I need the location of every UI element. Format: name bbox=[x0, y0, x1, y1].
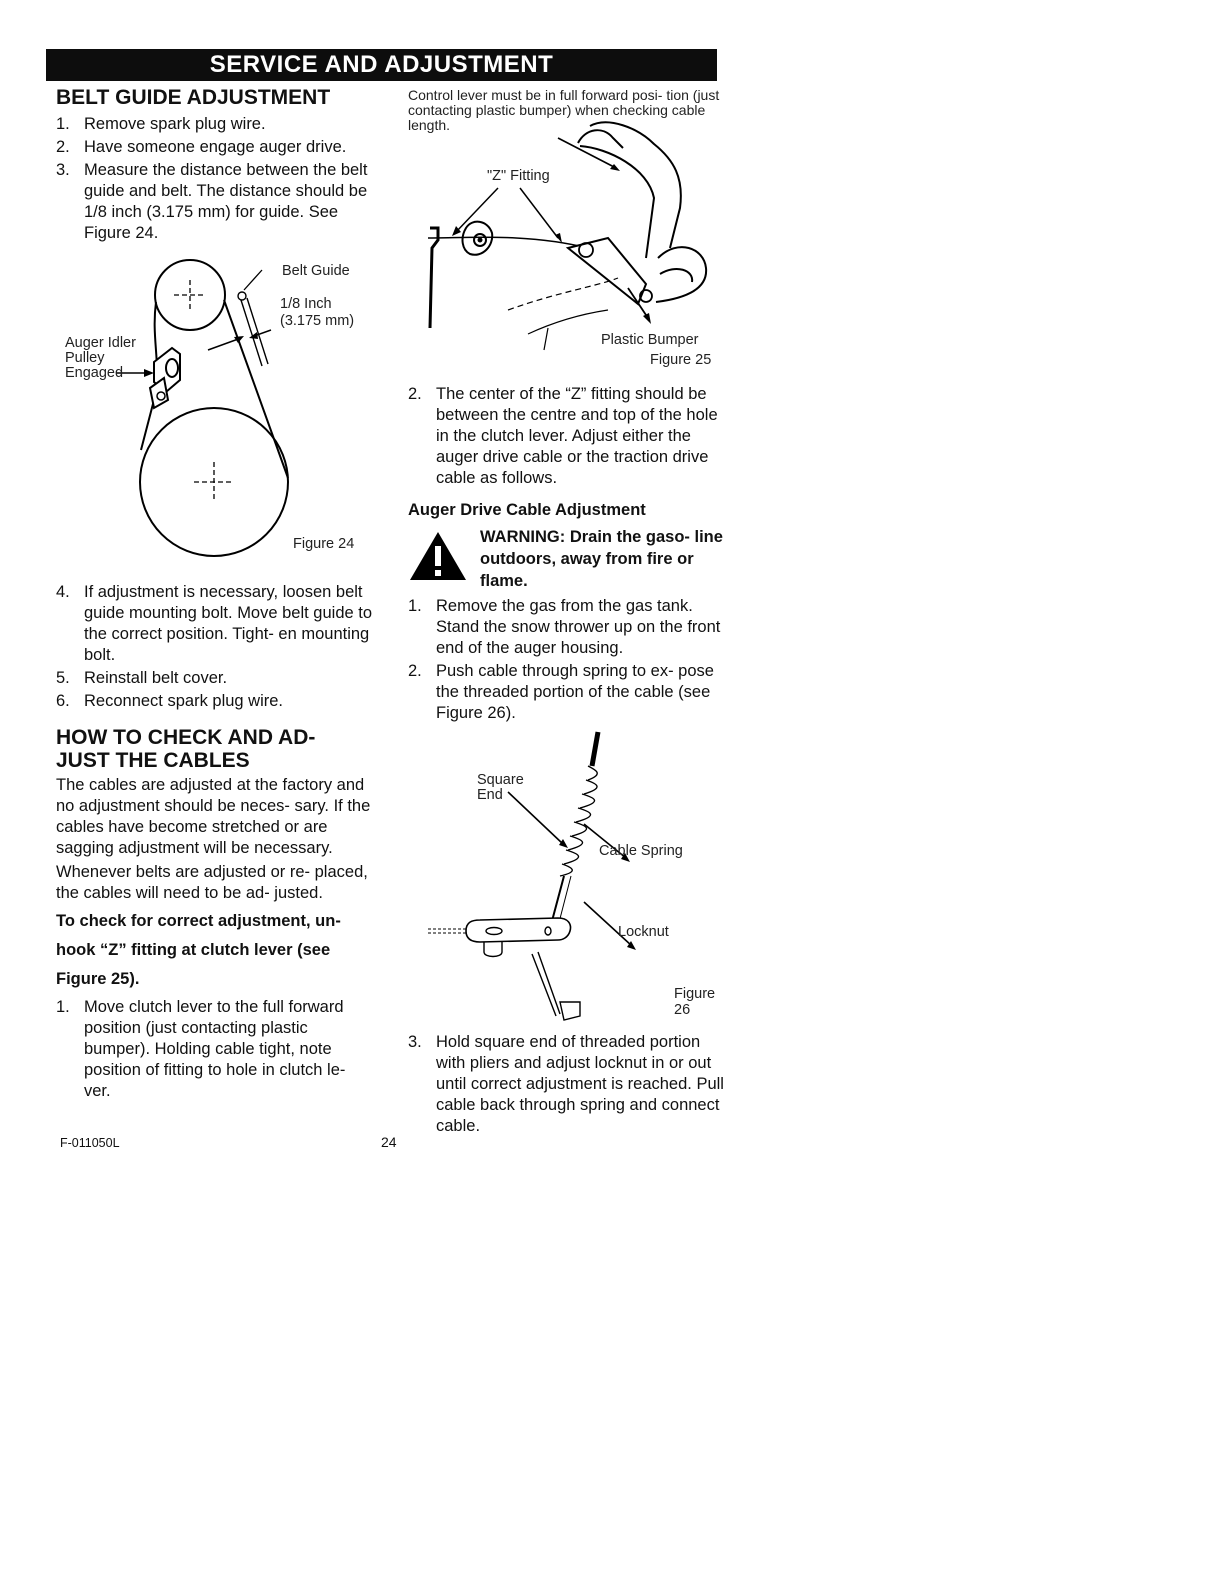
label-cable-spring: Cable Spring bbox=[599, 843, 683, 859]
right-steps-a bbox=[408, 384, 726, 489]
label-locknut: Locknut bbox=[618, 924, 669, 940]
list-item: 1. Remove spark plug wire. bbox=[56, 115, 266, 133]
list-item: 2. The center of the “Z” fitting should be between the centre and top of the hole in the clutch lever. Adjust either the auger drive cable or the traction drive cable as follows. bbox=[408, 385, 718, 487]
belt-guide-steps-a bbox=[56, 114, 376, 244]
list-item: 4. If adjustment is necessary, loosen belt guide mounting bolt. Move belt guide to the correct position. Tight- en mounting bolt. bbox=[56, 583, 373, 664]
figure-25-caption: Figure 25 bbox=[650, 352, 712, 368]
figure-25 bbox=[408, 88, 726, 372]
left-column bbox=[56, 86, 376, 1104]
belt-guide-steps-b bbox=[56, 582, 376, 712]
warning-triangle-icon bbox=[408, 530, 468, 582]
list-item: 2. Have someone engage auger drive. bbox=[56, 138, 347, 156]
label-end: End bbox=[477, 787, 503, 803]
cables-paragraph-1: The cables are adjusted at the factory and no adjustment should be neces- sary. If the cables have become stretched or are sagging adjustment will be necessary. bbox=[56, 776, 371, 857]
auger-cable-heading: Auger Drive Cable Adjustment bbox=[408, 501, 646, 519]
list-item: 3. Hold square end of threaded portion with pliers and adjust locknut in or out until correct adjustment is reached. Pull cable back through spring and connect cable. bbox=[408, 1033, 724, 1135]
right-column bbox=[408, 88, 726, 1139]
label-mm: (3.175 mm) bbox=[280, 313, 355, 329]
figure-24-caption: Figure 24 bbox=[293, 536, 355, 552]
warning-block bbox=[408, 526, 726, 592]
clutch-lever-diagram bbox=[408, 88, 726, 372]
list-item: 5. Reinstall belt cover. bbox=[56, 669, 228, 687]
auger-cable-step-3 bbox=[408, 1032, 726, 1137]
label-engaged: Engaged bbox=[65, 365, 124, 381]
list-item: 1. Move clutch lever to the full forward position (just contacting plastic bumper). Holding cable tight, note position of fitting to hole in clutch le- ver. bbox=[56, 998, 346, 1100]
belt-guide-heading: BELT GUIDE ADJUSTMENT bbox=[56, 86, 331, 109]
page-number: 24 bbox=[381, 1134, 397, 1150]
cables-heading: HOW TO CHECK AND AD- JUST THE CABLES bbox=[56, 726, 316, 772]
document-code: F-011050L bbox=[60, 1136, 120, 1150]
cables-paragraph-2: Whenever belts are adjusted or re- placed, the cables will need to be ad- justed. bbox=[56, 863, 368, 902]
figure-26-caption: Figure 26 bbox=[674, 986, 716, 1018]
label-plastic-bumper: Plastic Bumper bbox=[601, 332, 699, 348]
list-item: 6. Reconnect spark plug wire. bbox=[56, 692, 284, 710]
label-inch: 1/8 Inch bbox=[280, 296, 332, 312]
label-auger-idler: Auger Idler bbox=[65, 335, 136, 351]
warning-text: WARNING: Drain the gaso- line outdoors, away from fire or flame. bbox=[480, 528, 723, 590]
label-z-fitting: "Z" Fitting bbox=[487, 168, 550, 184]
list-item: 1. Remove the gas from the gas tank. Stand the snow thrower up on the front end of the auger housing. bbox=[408, 597, 721, 657]
section-banner: SERVICE AND ADJUSTMENT bbox=[46, 49, 717, 81]
label-belt-guide: Belt Guide bbox=[282, 263, 350, 279]
list-item: 2. Push cable through spring to ex- pose the threaded portion of the cable (see Figure 26). bbox=[408, 662, 714, 722]
figure-26 bbox=[408, 726, 726, 1032]
figure-25-note: Control lever must be in full forward posi- tion (just contacting plastic bumper) when checking cable length. bbox=[408, 87, 720, 133]
figure-24 bbox=[56, 250, 376, 582]
cables-steps bbox=[56, 997, 376, 1102]
auger-cable-steps bbox=[408, 596, 726, 724]
label-square: Square bbox=[477, 772, 524, 788]
list-item: 3. Measure the distance between the belt guide and belt. The distance should be 1/8 inch (3.175 mm) for guide. See Figure 24. bbox=[56, 161, 368, 242]
label-pulley: Pulley bbox=[65, 350, 105, 366]
cables-bold-instruction: To check for correct adjustment, un- hook “Z” fitting at clutch lever (see Figure 25). bbox=[56, 912, 341, 988]
